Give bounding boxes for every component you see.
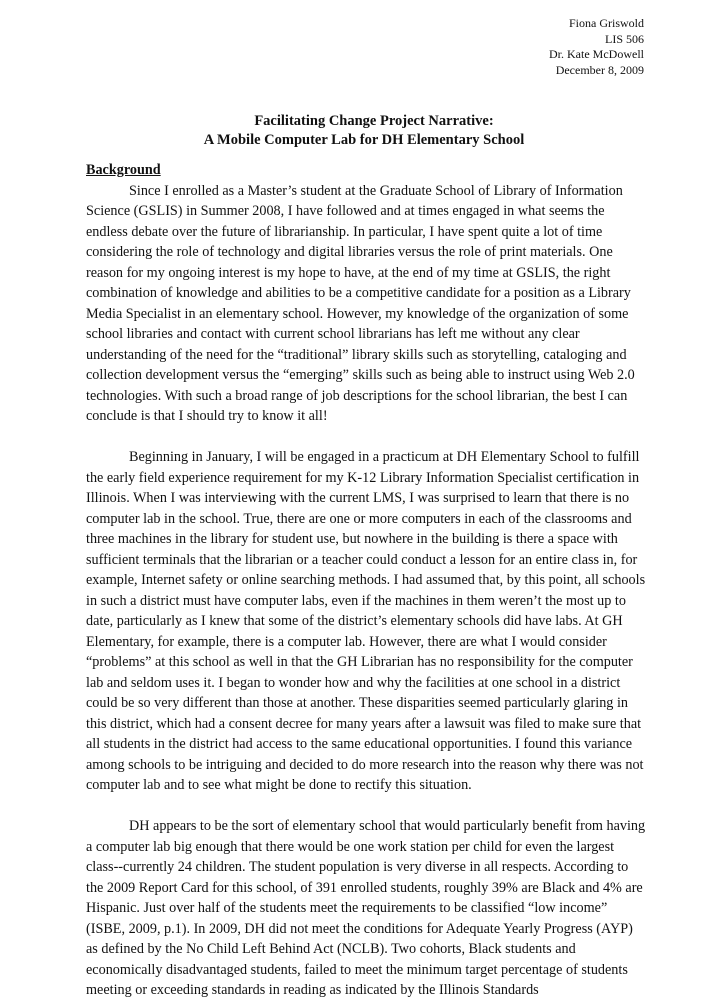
author-name: Fiona Griswold: [569, 16, 644, 30]
paragraph-3: DH appears to be the sort of elementary school that would particularly benefit from having a computer lab big enough that there would be one work station per child for even the largest class--currently 24 children. The student population is very diverse in all respects. According to the 2009 Report Card for this school, of 391 enrolled students, roughly 39% are Black and 4% are Hispanic. Just over half of the students meet the requirements to be classified “low income” (ISBE, 2009, p.1). In 2009, DH did not meet the conditions for Adequate Yearly Progress (AYP) as defined by the No Child Left Behind Act (NCLB). Two cohorts, Black students and economically disadvantaged students, failed to meet the minimum target percentage of students meeting or exceeding standards in reading as indicated by the Illinois Standards: [86, 818, 646, 998]
document-date: December 8, 2009: [555, 62, 644, 77]
section-heading: Background: [86, 162, 161, 178]
document-title: [0, 112, 728, 150]
author-header: [549, 16, 644, 78]
document-body: [86, 160, 646, 1001]
paragraph-1: Since I enrolled as a Master’s student at the Graduate School of Library of Information Science (GSLIS) in Summer 2008, I have followed and at times engaged in what seems the endless debate over the future of librarianship. In particular, I have spent quite a lot of time considering the role of technology and digital libraries versus the role of print materials. One reason for my ongoing interest is my hope to have, at the end of my time at GSLIS, the right combination of knowledge and abilities to be a competitive candidate for a position as a Library Media Specialist in an elementary school. However, my knowledge of the organization of some school libraries and contact with current school librarians has left me without any clear understanding of the need for the “traditional” library skills such as storytelling, cataloging and collection development versus the “emerging” skills such as being able to instruct using Web 2.0 technologies. With such a broad range of job descriptions for the school librarian, the best I can conclude is that I should try to know it all!: [86, 182, 635, 424]
title-line-1: Facilitating Change Project Narrative:: [254, 113, 494, 129]
instructor-name: Dr. Kate McDowell: [549, 47, 644, 61]
paragraph-2: Beginning in January, I will be engaged in a practicum at DH Elementary School to fulfill the early field experience requirement for my K-12 Library Information Specialist certification in Illinois. When I was interviewing with the current LMS, I was surprised to learn that there is no computer lab in the school. True, there are one or more computers in each of the classrooms and three machines in the library for student use, but nowhere in the building is there a space with sufficient terminals that the librarian or a teacher could conduct a lesson for an entire class in, for example, Internet safety or online searching methods. I had assumed that, by this point, all schools in such a district must have computer labs, even if the machines in them weren’t the most up to date, particularly as I knew that some of the district’s elementary schools did have labs. At GH Elementary, for example, there is a computer lab. However, there are what I would consider “problems” at this school as well in that the GH Librarian has no responsibility for the computer lab and seldom uses it. I began to wonder how and why the facilities at one school in a district could be so very different than those at another. These disparities seemed particularly glaring in this district, which had a consent decree for many years after a lawsuit was filed to make sure that all students in the district had access to the same educational opportunities. I found this variance among schools to be intriguing and decided to do more research into the reason why there was not computer lab and to see what might be done to rectify this situation.: [86, 449, 646, 793]
course-code: LIS 506: [605, 31, 644, 46]
title-line-2: A Mobile Computer Lab for DH Elementary School: [203, 132, 525, 148]
